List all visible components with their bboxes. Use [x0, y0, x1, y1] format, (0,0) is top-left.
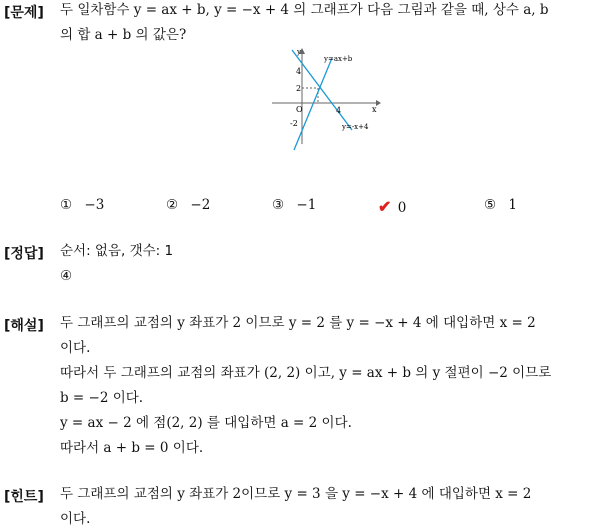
- explanation-line-1: 두 그래프의 교점의 y 좌표가 2 이므로 y = 2 를 y = −x + 4 에 대입하면 x = 2: [60, 315, 536, 331]
- hint-line-1: 두 그래프의 교점의 y 좌표가 2이므로 y = 3 을 y = −x + 4 에 대입하면 x = 2: [60, 486, 532, 502]
- explanation-text: [60, 311, 586, 461]
- tick-x-4: 4: [336, 106, 342, 115]
- explanation-line-6: 따라서 a + b = 0 이다.: [60, 440, 204, 456]
- choice-3-value: −1: [296, 197, 317, 213]
- problem-line-1: 두 일차함수 y = ax + b, y = −x + 4 의 그래프가 다음 그림과 같을 때, 상수 a, b: [60, 2, 549, 18]
- choice-4-value: 0: [397, 200, 407, 216]
- choice-5[interactable]: [484, 197, 517, 213]
- choice-2-number: ②: [166, 197, 179, 213]
- choice-2-value: −2: [190, 197, 211, 213]
- choice-1-number: ①: [60, 197, 73, 213]
- choice-3-number: ③: [272, 197, 285, 213]
- answer-line-2: ④: [60, 268, 73, 284]
- choice-3[interactable]: [272, 197, 316, 213]
- tick-y-4: 4: [296, 67, 302, 76]
- answer-tag: [정답]: [4, 246, 44, 262]
- answer-line-1: 순서: 없음, 갯수: 1: [60, 243, 174, 259]
- tick-y-neg2: -2: [290, 119, 298, 128]
- choice-4[interactable]: [378, 197, 406, 216]
- line-label-2: y=-x+4: [342, 123, 369, 131]
- origin-label: O: [296, 105, 303, 114]
- function-graph: [268, 44, 388, 152]
- explanation-line-3: 따라서 두 그래프의 교점의 좌표가 (2, 2) 이고, y = ax + b 의 y 절편이 −2 이므로: [60, 365, 552, 381]
- hint-tag: [힌트]: [4, 489, 44, 505]
- problem-line-2: 의 합 a + b 의 값은?: [60, 27, 187, 43]
- answer-choices: [60, 197, 580, 219]
- explanation-line-2: 이다.: [60, 340, 91, 356]
- hint-text: [60, 482, 586, 532]
- choice-1[interactable]: [60, 197, 104, 213]
- problem-text: [60, 0, 586, 48]
- explanation-line-4: b = −2 이다.: [60, 390, 144, 406]
- explanation-line-5: y = ax − 2 에 점(2, 2) 를 대입하면 a = 2 이다.: [60, 415, 352, 431]
- line-label-1: y=ax+b: [324, 55, 353, 63]
- choice-2[interactable]: [166, 197, 210, 213]
- tick-y-2: 2: [296, 84, 302, 93]
- problem-tag: [문제]: [4, 5, 44, 21]
- choice-1-value: −3: [84, 197, 105, 213]
- hint-line-2: 이다.: [60, 511, 91, 527]
- y-axis-label: y: [297, 48, 301, 56]
- explanation-tag: [해설]: [4, 318, 44, 334]
- choice-5-number: ⑤: [484, 197, 497, 213]
- x-axis-arrow: [376, 100, 381, 106]
- x-axis-label: x: [372, 105, 377, 114]
- choice-5-value: 1: [508, 197, 517, 213]
- correct-check-icon: ✔: [378, 197, 392, 216]
- answer-text: [60, 239, 586, 289]
